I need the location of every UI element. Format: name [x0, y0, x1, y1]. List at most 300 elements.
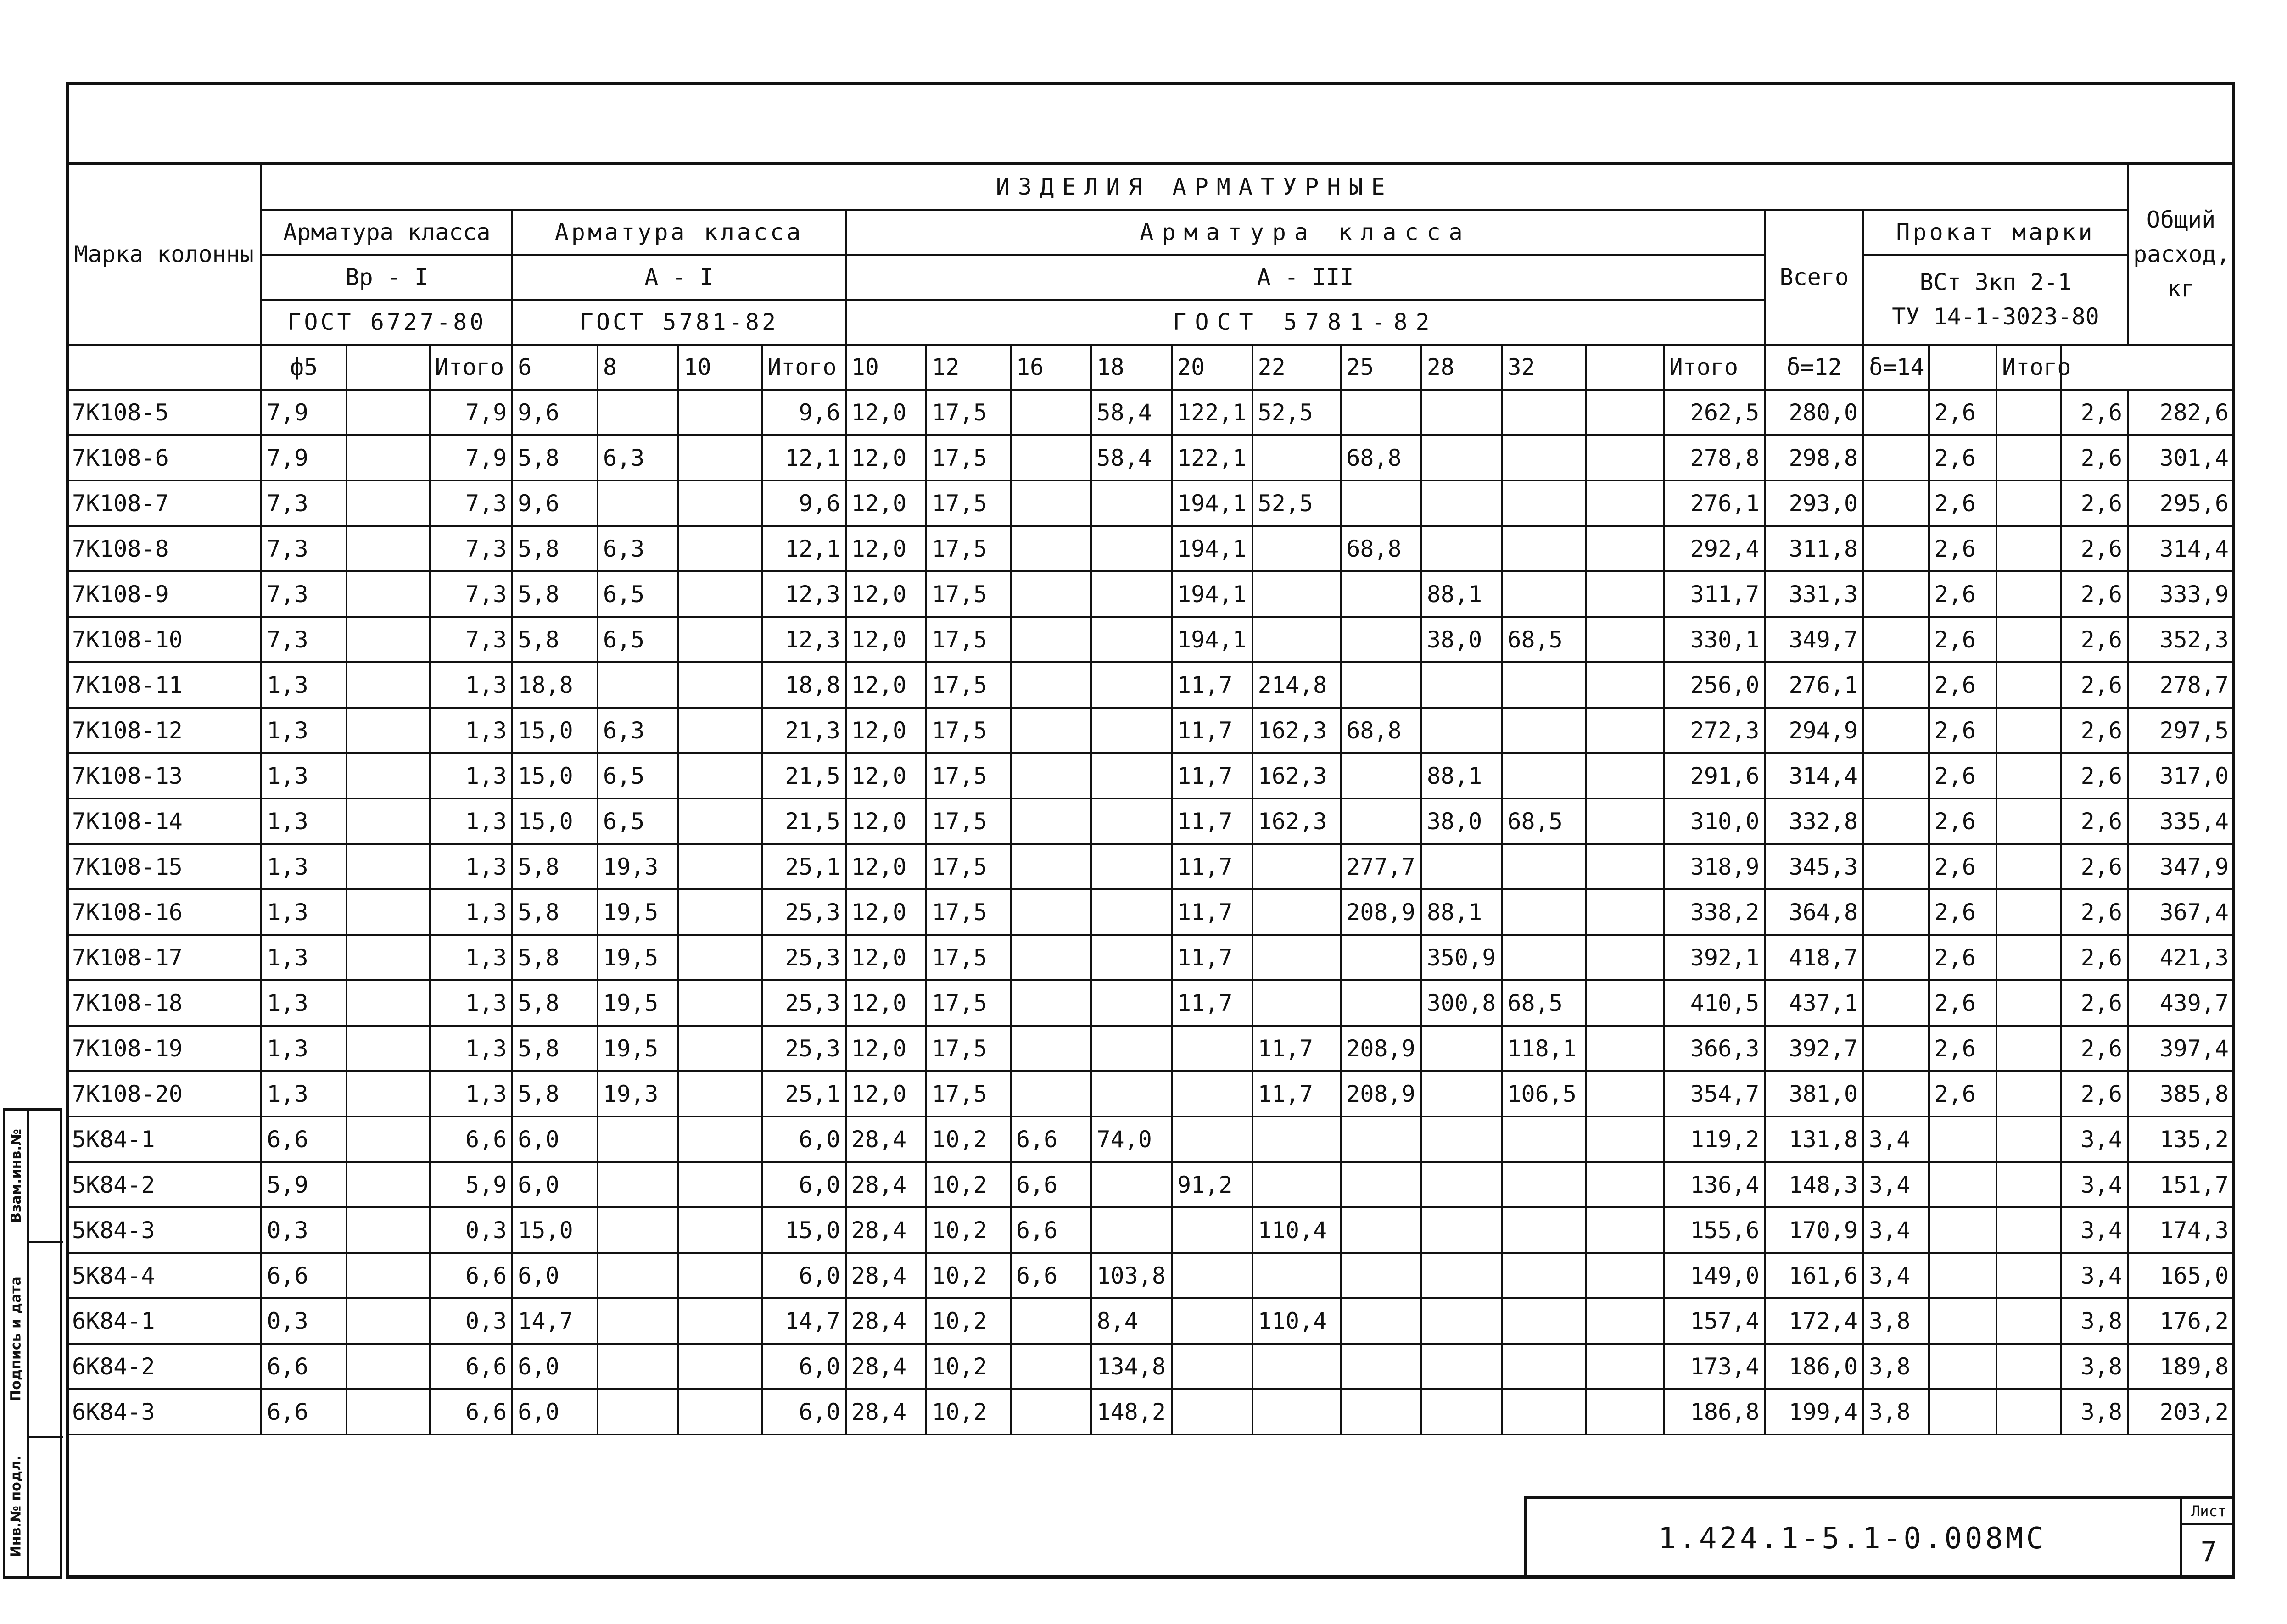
- table-cell: [1863, 571, 1929, 617]
- table-cell: [347, 844, 430, 889]
- table-cell: [1253, 1162, 1341, 1207]
- table-cell: [1011, 526, 1091, 571]
- table-cell: [1502, 753, 1586, 798]
- table-cell: [1996, 1389, 2061, 1434]
- table-cell: [1172, 1026, 1253, 1071]
- table-cell: 2,6: [1929, 753, 1996, 798]
- table-cell: [1253, 980, 1341, 1026]
- table-cell: [1586, 798, 1664, 844]
- table-cell: 12,0: [846, 1071, 927, 1116]
- table-cell: 3,4: [1863, 1162, 1929, 1207]
- table-cell: 28,4: [846, 1298, 927, 1344]
- table-cell: [1341, 1389, 1421, 1434]
- table-cell: 295,6: [2128, 480, 2234, 526]
- table-cell: 331,3: [1765, 571, 1863, 617]
- table-cell: [1996, 844, 2061, 889]
- table-cell: [347, 1298, 430, 1344]
- table-cell: [1341, 571, 1421, 617]
- table-cell: 28,4: [846, 1389, 927, 1434]
- table-cell: 1,3: [430, 844, 513, 889]
- table-cell: 2,6: [1929, 617, 1996, 662]
- header-class-bp: Вр - I: [261, 255, 512, 300]
- table-cell: [1502, 480, 1586, 526]
- table-cell: [1863, 1071, 1929, 1116]
- table-cell: 280,0: [1765, 390, 1863, 435]
- table-cell: [347, 435, 430, 480]
- table-cell: [347, 480, 430, 526]
- table-cell: [1502, 1207, 1586, 1253]
- table-cell: 333,9: [2128, 571, 2234, 617]
- table-cell: 6,3: [598, 708, 678, 753]
- table-cell: 318,9: [1664, 844, 1765, 889]
- table-cell: [347, 1207, 430, 1253]
- table-cell: 11,7: [1172, 935, 1253, 980]
- table-cell: 131,8: [1765, 1116, 1863, 1162]
- table-cell: 17,5: [926, 1071, 1011, 1116]
- table-cell: 19,5: [598, 980, 678, 1026]
- table-cell: [1502, 435, 1586, 480]
- table-cell: [347, 1162, 430, 1207]
- table-cell: 7,3: [261, 526, 347, 571]
- reinforcement-table: [66, 163, 2235, 1435]
- table-cell: 15,0: [512, 753, 598, 798]
- table-cell: [678, 753, 762, 798]
- table-cell: [1341, 617, 1421, 662]
- table-cell: 155,6: [1664, 1207, 1765, 1253]
- table-cell: [598, 1253, 678, 1298]
- table-cell: [347, 1026, 430, 1071]
- table-cell: 2,6: [1929, 844, 1996, 889]
- table-cell: 1,3: [261, 753, 347, 798]
- table-cell: [1996, 435, 2061, 480]
- table-cell: 25,3: [762, 1026, 846, 1071]
- table-cell: [1996, 935, 2061, 980]
- table-cell: 74,0: [1091, 1116, 1172, 1162]
- table-cell: 2,6: [1929, 1071, 1996, 1116]
- header-prokat-grade: [1863, 255, 2128, 345]
- table-cell: [1011, 435, 1091, 480]
- table-cell: [1341, 1253, 1421, 1298]
- table-cell: 2,6: [2061, 708, 2128, 753]
- table-cell: [347, 526, 430, 571]
- table-cell: [1863, 935, 1929, 980]
- row-mark: 7К108-10: [67, 617, 261, 662]
- table-cell: 3,4: [2061, 1207, 2128, 1253]
- table-cell: [1863, 844, 1929, 889]
- table-cell: 6,0: [762, 1389, 846, 1434]
- table-cell: [1996, 1116, 2061, 1162]
- table-cell: 1,3: [430, 1071, 513, 1116]
- table-cell: 161,6: [1765, 1253, 1863, 1298]
- table-cell: [1253, 571, 1341, 617]
- table-cell: 338,2: [1664, 889, 1765, 935]
- table-cell: [1091, 1207, 1172, 1253]
- table-cell: 366,3: [1664, 1026, 1765, 1071]
- table-cell: [1586, 889, 1664, 935]
- table-cell: 2,6: [2061, 390, 2128, 435]
- table-cell: 12,0: [846, 571, 927, 617]
- table-row: [67, 889, 2234, 935]
- table-cell: 6,6: [261, 1389, 347, 1434]
- header-subcolumn: 12: [926, 345, 1011, 390]
- table-cell: 421,3: [2128, 935, 2234, 980]
- table-cell: 17,5: [926, 662, 1011, 708]
- table-cell: [1421, 1162, 1502, 1207]
- table-cell: 2,6: [1929, 526, 1996, 571]
- table-cell: 11,7: [1172, 708, 1253, 753]
- table-cell: 12,3: [762, 617, 846, 662]
- table-cell: 7,3: [261, 617, 347, 662]
- table-cell: 12,0: [846, 435, 927, 480]
- table-cell: 335,4: [2128, 798, 2234, 844]
- table-cell: [1341, 480, 1421, 526]
- table-cell: 6,6: [430, 1116, 513, 1162]
- table-cell: 194,1: [1172, 571, 1253, 617]
- table-cell: 2,6: [2061, 1026, 2128, 1071]
- header-subcolumn: 8: [598, 345, 678, 390]
- table-cell: 5,8: [512, 980, 598, 1026]
- table-cell: 149,0: [1664, 1253, 1765, 1298]
- table-cell: 17,5: [926, 571, 1011, 617]
- table-cell: [1586, 935, 1664, 980]
- table-cell: [1341, 1207, 1421, 1253]
- table-cell: [1863, 617, 1929, 662]
- table-cell: 28,4: [846, 1162, 927, 1207]
- table-cell: [1172, 1071, 1253, 1116]
- table-cell: [1929, 1298, 1996, 1344]
- sidebar-cut-1: [27, 1241, 63, 1243]
- table-cell: [1253, 1389, 1341, 1434]
- table-cell: [1011, 753, 1091, 798]
- table-cell: [1253, 617, 1341, 662]
- table-cell: 10,2: [926, 1253, 1011, 1298]
- table-cell: [1011, 980, 1091, 1026]
- table-cell: [1996, 526, 2061, 571]
- table-cell: 300,8: [1421, 980, 1502, 1026]
- table-cell: [1863, 662, 1929, 708]
- table-cell: 17,5: [926, 617, 1011, 662]
- table-cell: 1,3: [430, 798, 513, 844]
- table-cell: 314,4: [2128, 526, 2234, 571]
- table-row: [67, 526, 2234, 571]
- table-row: [67, 435, 2234, 480]
- header-subcolumn: [1929, 345, 1996, 390]
- table-cell: [1586, 1344, 1664, 1389]
- table-cell: 385,8: [2128, 1071, 2234, 1116]
- table-cell: 136,4: [1664, 1162, 1765, 1207]
- table-cell: [1091, 844, 1172, 889]
- table-cell: [1341, 935, 1421, 980]
- table-cell: [1996, 480, 2061, 526]
- table-cell: 12,0: [846, 480, 927, 526]
- table-cell: 162,3: [1253, 798, 1341, 844]
- table-cell: [1091, 753, 1172, 798]
- table-cell: 294,9: [1765, 708, 1863, 753]
- table-cell: [678, 480, 762, 526]
- table-row: [67, 844, 2234, 889]
- sidebar-label-vzam-inv: Взам.инв.№: [8, 1129, 24, 1223]
- table-cell: 278,8: [1664, 435, 1765, 480]
- table-cell: 7,9: [261, 435, 347, 480]
- table-cell: 5,8: [512, 435, 598, 480]
- header-subcolumn: 10: [678, 345, 762, 390]
- table-cell: [1502, 1162, 1586, 1207]
- table-cell: [1091, 1026, 1172, 1071]
- table-cell: 88,1: [1421, 571, 1502, 617]
- table-cell: 189,8: [2128, 1344, 2234, 1389]
- table-cell: 214,8: [1253, 662, 1341, 708]
- header-column-mark: Марка колонны: [67, 164, 261, 345]
- table-cell: 58,4: [1091, 435, 1172, 480]
- table-cell: [1091, 571, 1172, 617]
- row-mark: 7К108-6: [67, 435, 261, 480]
- title-block: [1524, 1496, 2235, 1579]
- table-cell: [1586, 1207, 1664, 1253]
- table-cell: 7,3: [430, 480, 513, 526]
- table-cell: [1863, 889, 1929, 935]
- table-cell: [1586, 390, 1664, 435]
- header-subcolumn: 6: [512, 345, 598, 390]
- table-cell: 6,3: [598, 526, 678, 571]
- table-cell: [598, 1162, 678, 1207]
- table-cell: 6,0: [762, 1162, 846, 1207]
- table-cell: 293,0: [1765, 480, 1863, 526]
- table-cell: 5,8: [512, 889, 598, 935]
- table-cell: [678, 571, 762, 617]
- table-cell: 15,0: [512, 708, 598, 753]
- table-row: [67, 1389, 2234, 1434]
- table-cell: [347, 1116, 430, 1162]
- table-cell: 437,1: [1765, 980, 1863, 1026]
- table-cell: [1929, 1162, 1996, 1207]
- table-cell: 277,7: [1341, 844, 1421, 889]
- table-cell: [1091, 526, 1172, 571]
- table-cell: 15,0: [762, 1207, 846, 1253]
- table-cell: [1502, 889, 1586, 935]
- table-cell: 10,2: [926, 1116, 1011, 1162]
- header-prokat-steel: ВСт 3кп 2-1: [1919, 269, 2072, 296]
- table-cell: [678, 844, 762, 889]
- table-cell: [1172, 1389, 1253, 1434]
- table-cell: 12,1: [762, 435, 846, 480]
- table-cell: 5,8: [512, 844, 598, 889]
- table-cell: [1502, 1389, 1586, 1434]
- table-cell: [1863, 980, 1929, 1026]
- row-mark: 5К84-1: [67, 1116, 261, 1162]
- table-cell: [1502, 390, 1586, 435]
- table-cell: [1863, 708, 1929, 753]
- header-subcolumn: 28: [1421, 345, 1502, 390]
- table-cell: 1,3: [261, 935, 347, 980]
- table-cell: [1172, 1253, 1253, 1298]
- header-subcolumn: [347, 345, 430, 390]
- table-cell: 10,2: [926, 1207, 1011, 1253]
- table-cell: 276,1: [1765, 662, 1863, 708]
- table-row: [67, 1026, 2234, 1071]
- row-mark: 7К108-7: [67, 480, 261, 526]
- table-cell: 208,9: [1341, 1026, 1421, 1071]
- table-cell: [347, 980, 430, 1026]
- table-cell: 2,6: [1929, 571, 1996, 617]
- row-mark: 6К84-1: [67, 1298, 261, 1344]
- table-cell: [1863, 1026, 1929, 1071]
- table-cell: 292,4: [1664, 526, 1765, 571]
- table-cell: [347, 1389, 430, 1434]
- table-cell: [1421, 1071, 1502, 1116]
- header-subcolumn: Итого: [1996, 345, 2061, 390]
- table-cell: 38,0: [1421, 617, 1502, 662]
- table-cell: 6,6: [430, 1344, 513, 1389]
- table-cell: 12,0: [846, 617, 927, 662]
- table-row: [67, 617, 2234, 662]
- table-cell: 17,5: [926, 889, 1011, 935]
- table-cell: 12,0: [846, 844, 927, 889]
- table-cell: [1091, 708, 1172, 753]
- table-cell: [1586, 1253, 1664, 1298]
- table-cell: 14,7: [512, 1298, 598, 1344]
- table-cell: 18,8: [512, 662, 598, 708]
- table-cell: [1091, 617, 1172, 662]
- table-cell: [598, 1116, 678, 1162]
- table-row: [67, 1162, 2234, 1207]
- table-cell: 7,3: [430, 526, 513, 571]
- table-cell: 12,0: [846, 980, 927, 1026]
- table-cell: 122,1: [1172, 435, 1253, 480]
- table-cell: [1996, 889, 2061, 935]
- table-cell: 25,3: [762, 980, 846, 1026]
- table-cell: 2,6: [1929, 1026, 1996, 1071]
- table-cell: 7,9: [430, 390, 513, 435]
- header-subcolumn: Итого: [430, 345, 513, 390]
- table-cell: [1996, 1207, 2061, 1253]
- table-cell: [598, 480, 678, 526]
- row-mark: 7К108-19: [67, 1026, 261, 1071]
- table-cell: 10,2: [926, 1389, 1011, 1434]
- table-cell: 28,4: [846, 1116, 927, 1162]
- table-cell: 2,6: [2061, 435, 2128, 480]
- table-cell: 6,6: [261, 1116, 347, 1162]
- table-cell: 88,1: [1421, 753, 1502, 798]
- table-cell: 10,2: [926, 1162, 1011, 1207]
- table-cell: 5,8: [512, 526, 598, 571]
- row-mark: 5К84-3: [67, 1207, 261, 1253]
- table-cell: 1,3: [430, 889, 513, 935]
- table-cell: 5,9: [430, 1162, 513, 1207]
- sidebar-cell-podpis: [6, 1241, 26, 1436]
- table-cell: [1421, 1116, 1502, 1162]
- table-cell: 17,5: [926, 844, 1011, 889]
- table-cell: 68,5: [1502, 617, 1586, 662]
- table-cell: 6,0: [512, 1253, 598, 1298]
- table-cell: [347, 798, 430, 844]
- sidebar-label-podpis-data: Подпись и дата: [8, 1276, 24, 1401]
- table-cell: 68,8: [1341, 708, 1421, 753]
- row-mark: 7К108-17: [67, 935, 261, 980]
- table-cell: 2,6: [2061, 935, 2128, 980]
- table-cell: 349,7: [1765, 617, 1863, 662]
- table-cell: 5,8: [512, 571, 598, 617]
- table-cell: [1996, 1162, 2061, 1207]
- table-cell: 15,0: [512, 798, 598, 844]
- sheet-number: 7: [2200, 1536, 2217, 1568]
- header-subcolumn: 22: [1253, 345, 1341, 390]
- table-cell: 262,5: [1664, 390, 1765, 435]
- table-cell: 0,3: [261, 1298, 347, 1344]
- table-cell: 256,0: [1664, 662, 1765, 708]
- table-cell: [1341, 798, 1421, 844]
- table-cell: 397,4: [2128, 1026, 2234, 1071]
- table-cell: [1502, 935, 1586, 980]
- table-cell: 6,0: [762, 1116, 846, 1162]
- header-class-a1-label: Арматура класса: [512, 210, 845, 255]
- table-cell: 350,9: [1421, 935, 1502, 980]
- table-cell: 21,5: [762, 753, 846, 798]
- table-cell: [1929, 1116, 1996, 1162]
- table-cell: [1863, 435, 1929, 480]
- header-products: ИЗДЕЛИЯ АРМАТУРНЫЕ: [261, 164, 2128, 210]
- table-cell: [347, 662, 430, 708]
- table-cell: 25,3: [762, 935, 846, 980]
- table-cell: [1996, 617, 2061, 662]
- table-cell: 19,3: [598, 844, 678, 889]
- table-cell: [1586, 1298, 1664, 1344]
- table-cell: [1421, 1253, 1502, 1298]
- table-cell: 25,3: [762, 889, 846, 935]
- table-cell: 12,0: [846, 390, 927, 435]
- table-cell: 1,3: [261, 1026, 347, 1071]
- table-cell: 3,8: [1863, 1298, 1929, 1344]
- table-cell: [1172, 1344, 1253, 1389]
- table-cell: 19,3: [598, 1071, 678, 1116]
- header-subcolumn: 25: [1341, 345, 1421, 390]
- table-cell: 1,3: [261, 662, 347, 708]
- table-cell: [1929, 1344, 1996, 1389]
- sidebar-cell-podl: [6, 1436, 26, 1576]
- table-cell: 68,8: [1341, 526, 1421, 571]
- row-mark: 7К108-9: [67, 571, 261, 617]
- header-total: Всего: [1765, 210, 1863, 345]
- table-cell: 5,9: [261, 1162, 347, 1207]
- table-cell: 2,6: [2061, 753, 2128, 798]
- table-cell: 5,8: [512, 1071, 598, 1116]
- table-cell: 110,4: [1253, 1298, 1341, 1344]
- row-mark: 7К108-16: [67, 889, 261, 935]
- table-cell: [1421, 435, 1502, 480]
- table-cell: 68,8: [1341, 435, 1421, 480]
- table-cell: 3,8: [1863, 1389, 1929, 1434]
- table-cell: 2,6: [1929, 980, 1996, 1026]
- table-cell: 17,5: [926, 1026, 1011, 1071]
- table-cell: 91,2: [1172, 1162, 1253, 1207]
- table-cell: [1586, 617, 1664, 662]
- sidebar-cut-2: [27, 1436, 63, 1438]
- table-cell: 5,8: [512, 1026, 598, 1071]
- table-cell: [678, 935, 762, 980]
- table-cell: 1,3: [261, 708, 347, 753]
- table-cell: 17,5: [926, 480, 1011, 526]
- table-cell: [1253, 1253, 1341, 1298]
- table-cell: 12,1: [762, 526, 846, 571]
- table-cell: [598, 1389, 678, 1434]
- table-cell: [1341, 390, 1421, 435]
- table-cell: 9,6: [762, 390, 846, 435]
- header-class-a3: А - III: [846, 255, 1765, 300]
- table-cell: [1863, 480, 1929, 526]
- table-cell: 17,5: [926, 980, 1011, 1026]
- table-cell: 19,5: [598, 1026, 678, 1071]
- table-cell: 194,1: [1172, 526, 1253, 571]
- table-cell: [1421, 708, 1502, 753]
